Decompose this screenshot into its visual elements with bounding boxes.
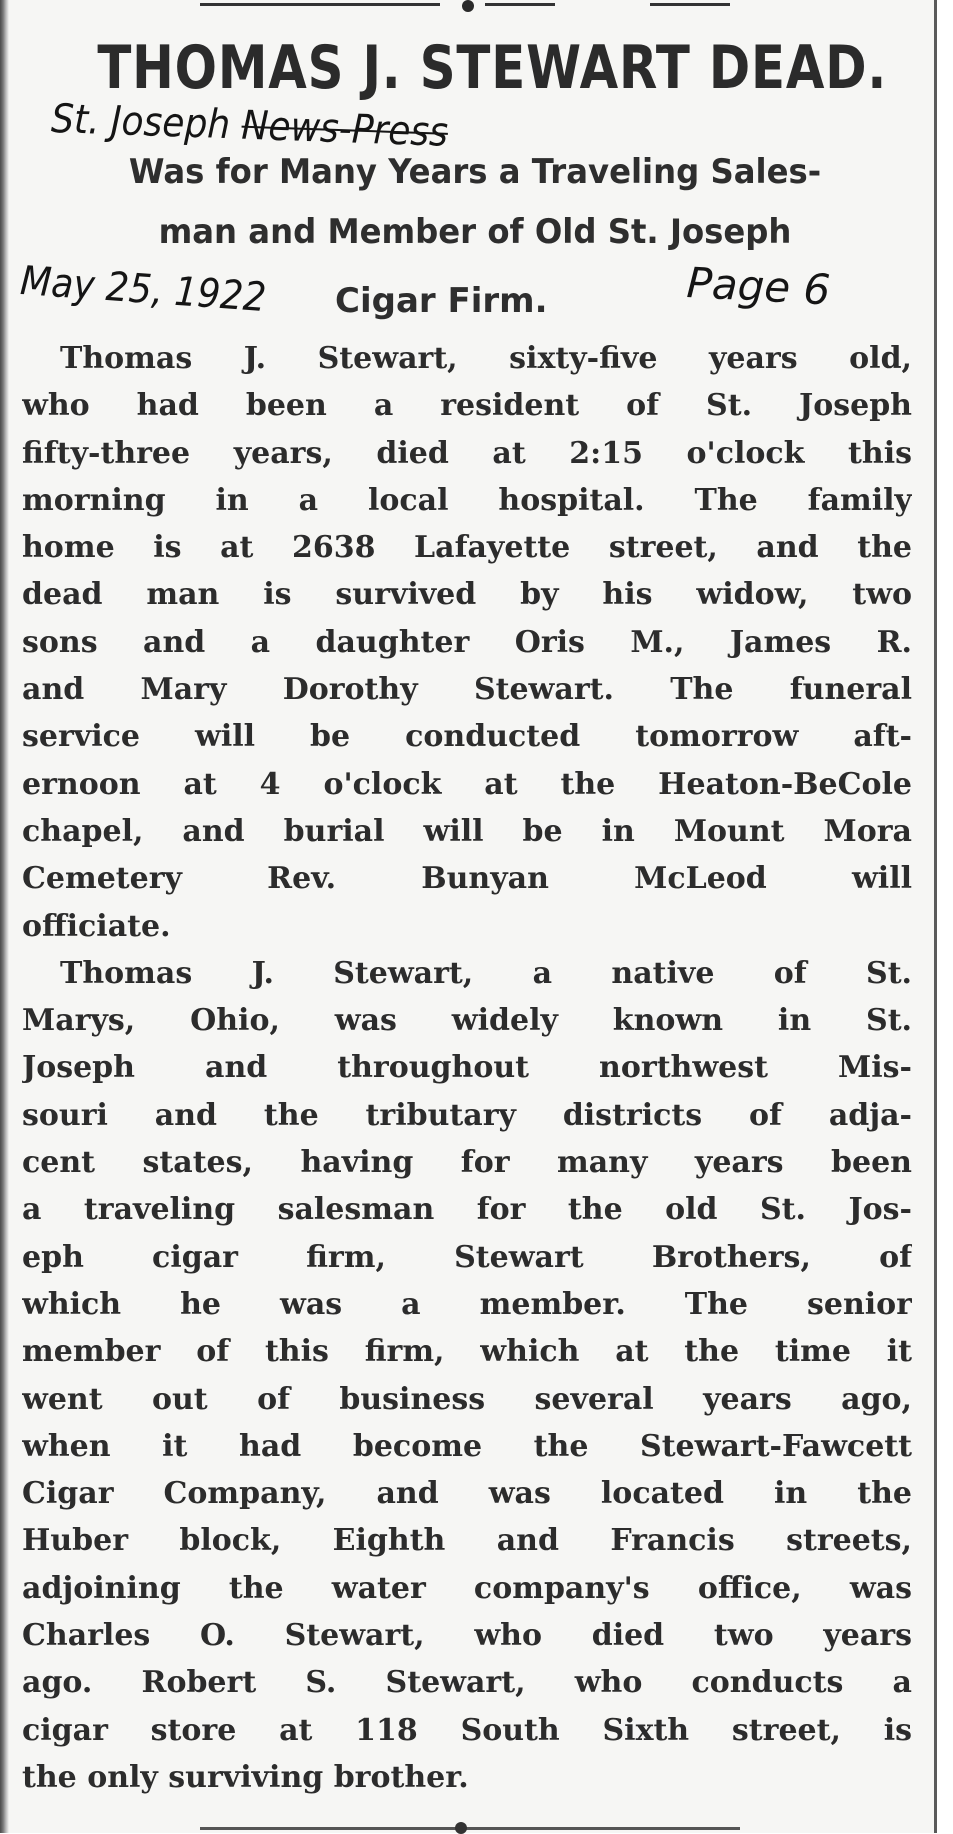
handwritten-paper-struck: News-Press xyxy=(240,102,449,156)
article-line: morning in a local hospital. The family xyxy=(22,482,912,518)
right-margin xyxy=(937,0,953,1833)
article-line: a traveling salesman for the old St. Jos- xyxy=(22,1192,912,1228)
article-line: chapel, and burial will be in Mount Mora xyxy=(22,813,912,849)
article-line: Joseph and throughout northwest Mis- xyxy=(22,1050,912,1086)
deck-line-2: man and Member of Old St. Joseph xyxy=(158,212,792,252)
article-line: went out of business several years ago, xyxy=(22,1381,912,1417)
article-line: Huber block, Eighth and Francis streets, xyxy=(22,1523,912,1559)
article-line: member of this firm, which at the time it xyxy=(22,1334,912,1370)
article-line: ago. Robert S. Stewart, who conducts a xyxy=(22,1665,912,1701)
article-line: Cigar Company, and was located in the xyxy=(22,1476,912,1512)
article-line: Charles O. Stewart, who died two years xyxy=(22,1618,912,1654)
article-line: the only surviving brother. xyxy=(22,1759,469,1795)
article-line: eph cigar firm, Stewart Brothers, of xyxy=(22,1239,912,1275)
handwritten-paper-prefix: St. Joseph xyxy=(50,96,243,149)
article-line: Marys, Ohio, was widely known in St. xyxy=(22,1003,912,1039)
article-line: sons and a daughter Oris M., James R. xyxy=(22,624,912,660)
headline: THOMAS J. STEWART DEAD. xyxy=(97,33,888,103)
handwritten-date: May 25, 1922 xyxy=(18,258,268,322)
left-column-rule xyxy=(0,0,9,1833)
article-line: cent states, having for many years been xyxy=(22,1145,912,1181)
article-line: Thomas J. Stewart, a native of St. xyxy=(60,955,912,991)
paragraph-1 xyxy=(22,335,912,950)
article-body xyxy=(22,335,912,1801)
article-line: and Mary Dorothy Stewart. The funeral xyxy=(22,672,912,708)
article-line: fifty-three years, died at 2:15 o'clock this xyxy=(22,435,912,471)
paragraph-2 xyxy=(22,950,912,1801)
article-line: service will be conducted tomorrow aft- xyxy=(22,719,912,755)
article-line: who had been a resident of St. Joseph xyxy=(22,388,912,424)
article-line: officiate. xyxy=(22,908,171,944)
deck-line-3: Cigar Firm. xyxy=(335,281,548,321)
article-line: cigar store at 118 South Sixth street, is xyxy=(22,1712,912,1748)
article-line: dead man is survived by his widow, two xyxy=(22,577,912,613)
article-line: which he was a member. The senior xyxy=(22,1286,912,1322)
deck-line-1: Was for Many Years a Traveling Sales- xyxy=(128,152,822,192)
article-line: Thomas J. Stewart, sixty-five years old, xyxy=(60,341,912,376)
article-line: Cemetery Rev. Bunyan McLeod will xyxy=(22,861,912,897)
article-line: home is at 2638 Lafayette street, and the xyxy=(22,530,912,566)
article-line: when it had become the Stewart-Fawcett xyxy=(22,1428,912,1464)
article-line: ernoon at 4 o'clock at the Heaton-BeCole xyxy=(22,766,912,802)
article-line: adjoining the water company's office, was xyxy=(22,1570,912,1606)
bottom-rule xyxy=(200,1820,740,1833)
article-line: souri and the tributary districts of adja- xyxy=(22,1097,912,1133)
handwritten-page-number: Page 6 xyxy=(685,258,832,315)
top-dash-rule xyxy=(200,0,730,8)
